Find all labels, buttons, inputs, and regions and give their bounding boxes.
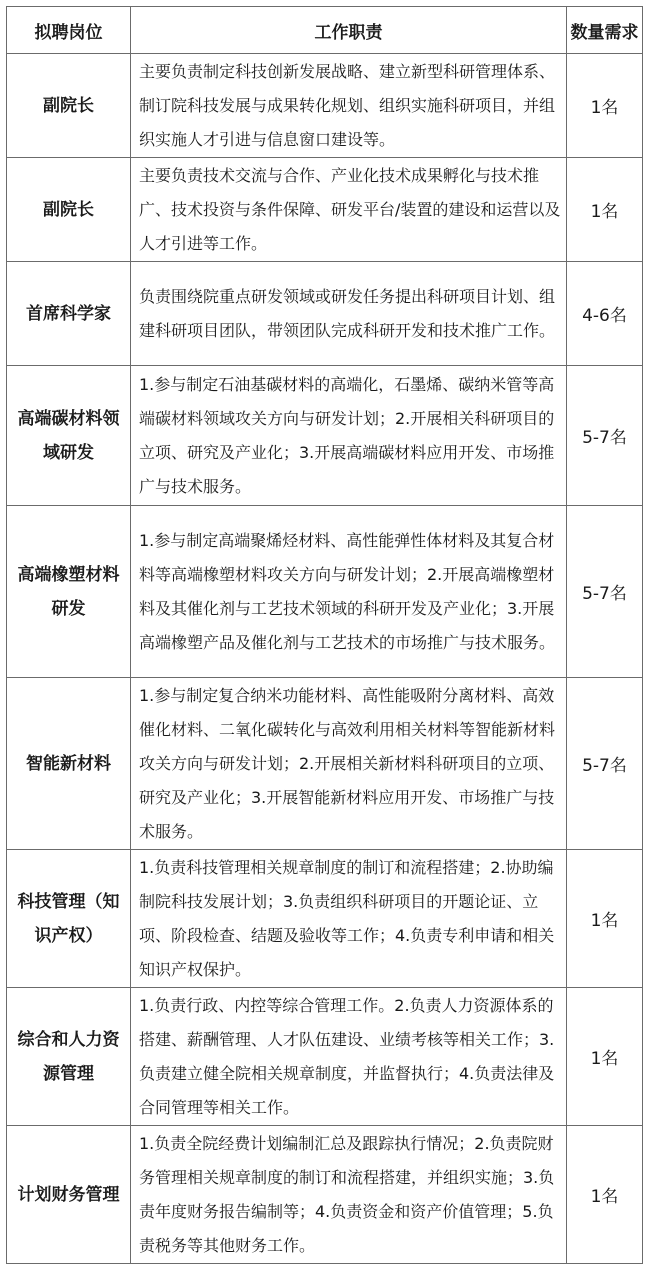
table-row (7, 850, 643, 988)
position-cell: 副院长 (7, 158, 131, 262)
quantity-cell: 1名 (567, 850, 643, 988)
duties-cell: 1.负责科技管理相关规章制度的制订和流程搭建；2.协助编制院科技发展计划；3.负责组织科研项目的开题论证、立项、阶段检查、结题及验收等工作；4.负责专利申请和相关知识产权保护。 (131, 850, 567, 988)
table-row (7, 1126, 643, 1264)
table-row (7, 988, 643, 1126)
quantity-cell: 1名 (567, 988, 643, 1126)
table-row (7, 158, 643, 262)
duties-cell: 主要负责制定科技创新发展战略、建立新型科研管理体系、制订院科技发展与成果转化规划、组织实施科研项目，并组织实施人才引进与信息窗口建设等。 (131, 54, 567, 158)
table-row (7, 506, 643, 678)
header-position: 拟聘岗位 (7, 7, 131, 54)
position-cell: 副院长 (7, 54, 131, 158)
table-row (7, 262, 643, 366)
table-row (7, 54, 643, 158)
quantity-cell: 1名 (567, 158, 643, 262)
position-cell: 计划财务管理 (7, 1126, 131, 1264)
duties-cell: 1.负责全院经费计划编制汇总及跟踪执行情况；2.负责院财务管理相关规章制度的制订和流程搭建，并组织实施；3.负责年度财务报告编制等；4.负责资金和资产价值管理；5.负责税务等其他财务工作。 (131, 1126, 567, 1264)
duties-cell: 1.参与制定复合纳米功能材料、高性能吸附分离材料、高效催化材料、二氧化碳转化与高效利用相关材料等智能新材料攻关方向与研发计划；2.开展相关新材料科研项目的立项、研究及产业化；3.开展智能新材料应用开发、市场推广与技术服务。 (131, 678, 567, 850)
quantity-cell: 5-7名 (567, 678, 643, 850)
quantity-cell: 1名 (567, 1126, 643, 1264)
duties-cell: 主要负责技术交流与合作、产业化技术成果孵化与技术推广、技术投资与条件保障、研发平台/装置的建设和运营以及人才引进等工作。 (131, 158, 567, 262)
header-quantity: 数量需求 (567, 7, 643, 54)
table-row (7, 678, 643, 850)
quantity-cell: 5-7名 (567, 506, 643, 678)
position-cell: 高端橡塑材料研发 (7, 506, 131, 678)
table-row (7, 366, 643, 506)
position-cell: 综合和人力资源管理 (7, 988, 131, 1126)
duties-cell: 负责围绕院重点研发领域或研发任务提出科研项目计划、组建科研项目团队，带领团队完成科研开发和技术推广工作。 (131, 262, 567, 366)
quantity-cell: 5-7名 (567, 366, 643, 506)
position-cell: 首席科学家 (7, 262, 131, 366)
position-cell: 科技管理（知识产权） (7, 850, 131, 988)
duties-cell: 1.负责行政、内控等综合管理工作。2.负责人力资源体系的搭建、薪酬管理、人才队伍建设、业绩考核等相关工作；3.负责建立健全院相关规章制度，并监督执行；4.负责法律及合同管理等相关工作。 (131, 988, 567, 1126)
header-duties: 工作职责 (131, 7, 567, 54)
quantity-cell: 1名 (567, 54, 643, 158)
duties-cell: 1.参与制定石油基碳材料的高端化，石墨烯、碳纳米管等高端碳材料领域攻关方向与研发计划；2.开展相关科研项目的立项、研究及产业化；3.开展高端碳材料应用开发、市场推广与技术服务。 (131, 366, 567, 506)
recruitment-table (6, 6, 643, 1264)
position-cell: 高端碳材料领域研发 (7, 366, 131, 506)
table-header-row (7, 7, 643, 54)
quantity-cell: 4-6名 (567, 262, 643, 366)
position-cell: 智能新材料 (7, 678, 131, 850)
duties-cell: 1.参与制定高端聚烯烃材料、高性能弹性体材料及其复合材料等高端橡塑材料攻关方向与研发计划；2.开展高端橡塑材料及其催化剂与工艺技术领域的科研开发及产业化；3.开展高端橡塑产品及催化剂与工艺技术的市场推广与技术服务。 (131, 506, 567, 678)
